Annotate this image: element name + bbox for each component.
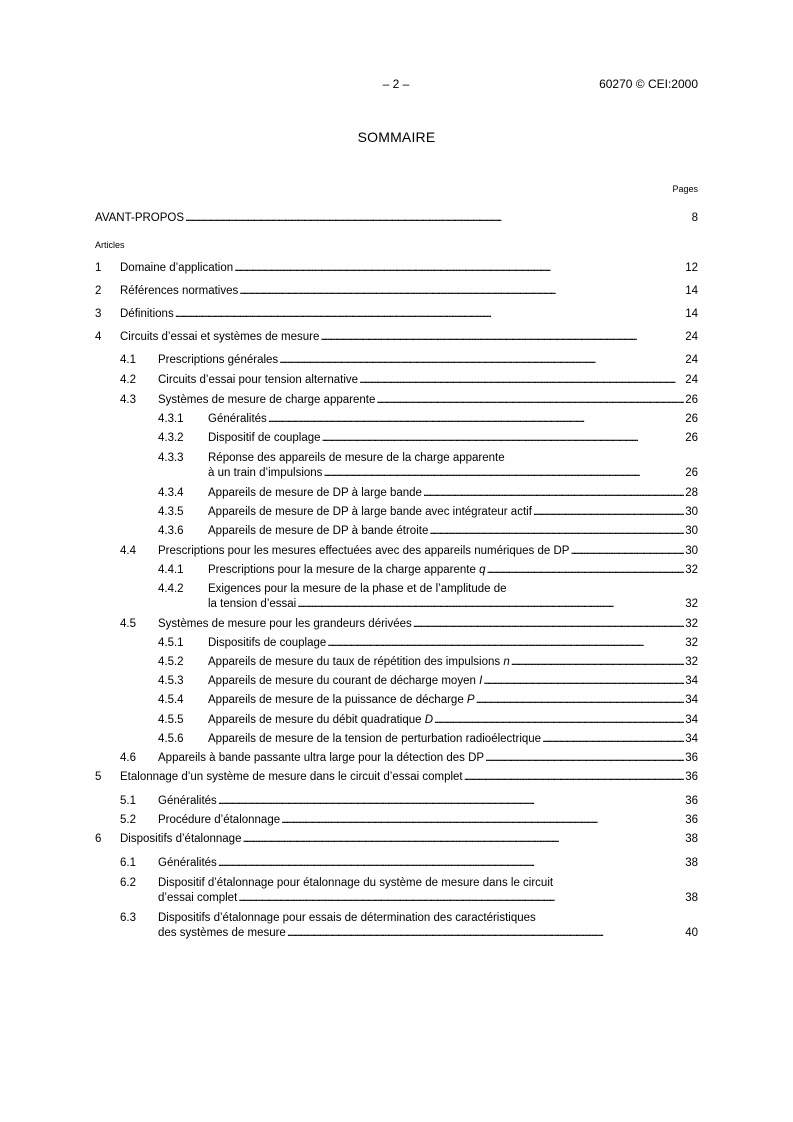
leader-dots bbox=[242, 832, 684, 846]
leader-dots bbox=[268, 412, 684, 426]
toc-entry-page: 32 bbox=[685, 618, 698, 630]
toc-entry-4-3-1[interactable] bbox=[95, 412, 698, 426]
toc-entry-number: 4.4 bbox=[120, 545, 136, 557]
toc-entry-number: 4 bbox=[95, 331, 102, 343]
toc-entry-5[interactable] bbox=[95, 770, 698, 784]
toc-entry-4-3[interactable] bbox=[95, 393, 698, 407]
toc-entry-4-4-2-line2[interactable] bbox=[95, 597, 698, 611]
toc-entry-4-3-4[interactable] bbox=[95, 486, 698, 500]
symbol-q: q bbox=[479, 564, 486, 576]
toc-entry-page: 38 bbox=[685, 857, 698, 869]
toc-entry-number: 1 bbox=[95, 262, 102, 274]
toc-entry-6-3-line1[interactable] bbox=[95, 911, 698, 925]
toc-entry-title: AVANT-PROPOS bbox=[95, 212, 185, 224]
leader-dots bbox=[322, 431, 685, 445]
toc-entry-title: Appareils de mesure du courant de décharge moyen I bbox=[208, 675, 483, 687]
toc-entry-number: 2 bbox=[95, 285, 102, 297]
leader-dots bbox=[413, 617, 684, 631]
toc-entry-page: 38 bbox=[685, 892, 698, 904]
toc-entry-4-3-3-line2[interactable] bbox=[95, 466, 698, 480]
toc-entry-page: 32 bbox=[685, 656, 698, 668]
toc-entry-4-5-3[interactable] bbox=[95, 674, 698, 688]
toc-entry-6[interactable] bbox=[95, 832, 698, 846]
toc-entry-number: 4.3.4 bbox=[158, 487, 184, 499]
toc-entry-title-continued: des systèmes de mesure bbox=[158, 927, 286, 939]
toc-entry-page: 24 bbox=[685, 374, 698, 386]
leader-dots bbox=[238, 891, 684, 905]
toc-entry-number: 4.4.1 bbox=[158, 564, 184, 576]
toc-entry-4-5-1[interactable] bbox=[95, 636, 698, 650]
toc-entry-page: 30 bbox=[685, 525, 698, 537]
leader-dots bbox=[281, 813, 684, 827]
toc-entry-page: 36 bbox=[685, 814, 698, 826]
toc-entry-page: 34 bbox=[685, 694, 698, 706]
symbol-d: D bbox=[424, 714, 434, 726]
toc-entry-title: Systèmes de mesure de charge apparente bbox=[158, 394, 376, 406]
toc-entry-4[interactable] bbox=[95, 330, 698, 344]
symbol-i: I bbox=[479, 675, 483, 687]
toc-entry-page: 14 bbox=[685, 285, 698, 297]
toc-entry-number: 4.5.3 bbox=[158, 675, 184, 687]
toc-entry-page: 28 bbox=[685, 487, 698, 499]
toc-entry-title: Exigences pour la mesure de la phase et de l’amplitude de bbox=[208, 583, 507, 595]
document-reference: 60270 © CEI:2000 bbox=[599, 77, 698, 91]
page-title: SOMMAIRE bbox=[357, 129, 436, 145]
toc-entry-page: 34 bbox=[685, 714, 698, 726]
toc-entry-page: 32 bbox=[685, 564, 698, 576]
toc-entry-page: 14 bbox=[685, 308, 698, 320]
toc-entry-4-2[interactable] bbox=[95, 373, 698, 387]
toc-entry-title: Prescriptions pour les mesures effectuées avec des appareils numériques de DP bbox=[158, 545, 570, 557]
leader-dots bbox=[323, 466, 684, 480]
toc-entry-page: 36 bbox=[685, 771, 698, 783]
toc-entry-4-1[interactable] bbox=[95, 353, 698, 367]
toc-entry-title: Définitions bbox=[120, 308, 174, 320]
toc-entry-title: Circuits d’essai et systèmes de mesure bbox=[120, 331, 320, 343]
toc-entry-title: Réponse des appareils de mesure de la charge apparente bbox=[208, 452, 505, 464]
toc-entry-number: 4.6 bbox=[120, 752, 136, 764]
toc-entry-title: Prescriptions générales bbox=[158, 354, 279, 366]
toc-entry-title: Systèmes de mesure pour les grandeurs dérivées bbox=[158, 618, 412, 630]
toc-entry-number: 5.1 bbox=[120, 795, 136, 807]
toc-entry-number: 4.1 bbox=[120, 354, 136, 366]
leader-dots bbox=[185, 211, 691, 225]
leader-dots bbox=[570, 544, 684, 558]
toc-entry-number: 4.3.3 bbox=[158, 452, 184, 464]
toc-entry-5-1[interactable] bbox=[95, 794, 698, 808]
toc-entry-title: Dispositif de couplage bbox=[208, 432, 321, 444]
leader-dots bbox=[533, 505, 684, 519]
leader-dots bbox=[376, 393, 684, 407]
toc-entry-title: Procédure d’étalonnage bbox=[158, 814, 281, 826]
toc-entry-6-2-line2[interactable] bbox=[95, 891, 698, 905]
toc-entry-number: 4.5.2 bbox=[158, 656, 184, 668]
toc-entry-4-4-2-line1[interactable] bbox=[95, 582, 698, 596]
toc-entry-number: 4.4.2 bbox=[158, 583, 184, 595]
leader-dots bbox=[511, 655, 684, 669]
leader-dots bbox=[429, 524, 684, 538]
toc-entry-4-3-2[interactable] bbox=[95, 431, 698, 445]
toc-entry-number: 3 bbox=[95, 308, 102, 320]
toc-entry-number: 4.3.6 bbox=[158, 525, 184, 537]
toc-entry-title-continued: d’essai complet bbox=[158, 892, 238, 904]
pages-column-label: Pages bbox=[672, 184, 698, 194]
leader-dots bbox=[175, 307, 685, 321]
toc-entry-number: 4.5.6 bbox=[158, 733, 184, 745]
toc-entry-page: 34 bbox=[685, 733, 698, 745]
toc-entry-number: 4.5.1 bbox=[158, 637, 184, 649]
leader-dots bbox=[542, 732, 684, 746]
toc-entry-title: Prescriptions pour la mesure de la charge apparente q bbox=[208, 564, 486, 576]
toc-entry-title: Appareils de mesure de DP à large bande avec intégrateur actif bbox=[208, 506, 532, 518]
toc-entry-title: Généralités bbox=[158, 857, 217, 869]
toc-entry-4-5-4[interactable] bbox=[95, 693, 698, 707]
toc-entry-number: 4.5.5 bbox=[158, 714, 184, 726]
toc-entry-3[interactable] bbox=[95, 307, 698, 321]
leader-dots bbox=[464, 770, 685, 784]
toc-entry-title: Références normatives bbox=[120, 285, 239, 297]
toc-entry-4-3-6[interactable] bbox=[95, 524, 698, 538]
leader-dots bbox=[279, 353, 684, 367]
toc-entry-number: 6.2 bbox=[120, 877, 136, 889]
leader-dots bbox=[476, 693, 685, 707]
leader-dots bbox=[218, 794, 684, 808]
toc-entry-title: Appareils de mesure du débit quadratique D bbox=[208, 714, 434, 726]
toc-entry-4-4-1[interactable] bbox=[95, 563, 698, 577]
toc-entry-4-6[interactable] bbox=[95, 751, 698, 765]
toc-entry-title: Dispositifs d’étalonnage pour essais de détermination des caractéristiques bbox=[158, 912, 536, 924]
toc-entry-title: Dispositifs d’étalonnage bbox=[120, 833, 242, 845]
toc-entry-page: 12 bbox=[685, 262, 698, 274]
toc-entry-page: 30 bbox=[685, 506, 698, 518]
toc-entry-page: 8 bbox=[691, 212, 698, 224]
leader-dots bbox=[287, 926, 684, 940]
toc-entry-6-2-line1[interactable] bbox=[95, 876, 698, 890]
toc-entry-title: Appareils de mesure de DP à large bande bbox=[208, 487, 422, 499]
leader-dots bbox=[297, 597, 684, 611]
leader-dots bbox=[359, 373, 684, 387]
toc-entry-number: 4.3.5 bbox=[158, 506, 184, 518]
toc-entry-1[interactable] bbox=[95, 261, 698, 275]
toc-entry-page: 26 bbox=[685, 467, 698, 479]
leader-dots bbox=[239, 284, 684, 298]
toc-entry-title: Etalonnage d’un système de mesure dans le circuit d’essai complet bbox=[120, 771, 463, 783]
toc-entry-title: Appareils de mesure de la puissance de décharge P bbox=[208, 694, 475, 706]
toc-entry-number: 4.3 bbox=[120, 394, 136, 406]
toc-entry-4-5[interactable] bbox=[95, 617, 698, 631]
toc-entry-5-2[interactable] bbox=[95, 813, 698, 827]
toc-entry-number: 6.1 bbox=[120, 857, 136, 869]
toc-entry-4-3-5[interactable] bbox=[95, 505, 698, 519]
symbol-p: P bbox=[466, 694, 475, 706]
toc-entry-number: 4.3.1 bbox=[158, 413, 184, 425]
toc-entry-page: 36 bbox=[685, 795, 698, 807]
toc-entry-number: 6 bbox=[95, 833, 102, 845]
toc-entry-4-4[interactable] bbox=[95, 544, 698, 558]
toc-entry-6-3-line2[interactable] bbox=[95, 926, 698, 940]
toc-entry-6-1[interactable] bbox=[95, 856, 698, 870]
toc-entry-page: 24 bbox=[685, 354, 698, 366]
toc-entry-number: 4.2 bbox=[120, 374, 136, 386]
toc-entry-page: 32 bbox=[685, 598, 698, 610]
toc-entry-number: 5 bbox=[95, 771, 102, 783]
toc-entry-page: 34 bbox=[685, 675, 698, 687]
symbol-n: n bbox=[503, 656, 510, 668]
leader-dots bbox=[234, 261, 684, 275]
toc-entry-page: 36 bbox=[685, 752, 698, 764]
toc-entry-title: Dispositifs de couplage bbox=[208, 637, 327, 649]
leader-dots bbox=[485, 751, 684, 765]
toc-entry-title: Appareils de mesure du taux de répétition des impulsions n bbox=[208, 656, 510, 668]
toc-entry-number: 4.5 bbox=[120, 618, 136, 630]
toc-entry-title: Appareils de mesure de DP à bande étroite bbox=[208, 525, 429, 537]
toc-entry-page: 32 bbox=[685, 637, 698, 649]
toc-entry-4-5-6[interactable] bbox=[95, 732, 698, 746]
toc-entry-title: Appareils à bande passante ultra large pour la détection des DP bbox=[158, 752, 485, 764]
toc-entry-number: 4.3.2 bbox=[158, 432, 184, 444]
toc-entry-page: 26 bbox=[685, 432, 698, 444]
toc-entry-title-continued: la tension d’essai bbox=[208, 598, 297, 610]
articles-label: Articles bbox=[95, 240, 125, 250]
toc-entry-number: 5.2 bbox=[120, 814, 136, 826]
leader-dots bbox=[218, 856, 684, 870]
toc-entry-title: Appareils de mesure de la tension de perturbation radioélectrique bbox=[208, 733, 542, 745]
leader-dots bbox=[320, 330, 684, 344]
toc-entry-number: 6.3 bbox=[120, 912, 136, 924]
toc-entry-page: 24 bbox=[685, 331, 698, 343]
toc-entry-4-5-2[interactable] bbox=[95, 655, 698, 669]
toc-entry-4-5-5[interactable] bbox=[95, 713, 698, 727]
toc-entry-title: Dispositif d’étalonnage pour étalonnage du système de mesure dans le circuit bbox=[158, 877, 554, 889]
toc-entry-page: 38 bbox=[685, 833, 698, 845]
toc-entry-2[interactable] bbox=[95, 284, 698, 298]
toc-entry-avant-propos[interactable] bbox=[95, 211, 698, 225]
toc-entry-4-3-3-line1[interactable] bbox=[95, 451, 698, 465]
toc-entry-title-continued: à un train d’impulsions bbox=[208, 467, 323, 479]
leader-dots bbox=[423, 486, 684, 500]
toc-entry-page: 26 bbox=[685, 394, 698, 406]
toc-entry-title: Circuits d’essai pour tension alternative bbox=[158, 374, 359, 386]
page-number: – 2 – bbox=[382, 77, 410, 91]
toc-entry-page: 40 bbox=[685, 927, 698, 939]
toc-entry-title: Généralités bbox=[158, 795, 217, 807]
toc-entry-title: Domaine d’application bbox=[120, 262, 234, 274]
toc-entry-title: Généralités bbox=[208, 413, 267, 425]
leader-dots bbox=[434, 713, 684, 727]
leader-dots bbox=[327, 636, 684, 650]
leader-dots bbox=[486, 563, 684, 577]
toc-entry-page: 26 bbox=[685, 413, 698, 425]
leader-dots bbox=[483, 674, 684, 688]
toc-entry-page: 30 bbox=[685, 545, 698, 557]
toc-entry-number: 4.5.4 bbox=[158, 694, 184, 706]
